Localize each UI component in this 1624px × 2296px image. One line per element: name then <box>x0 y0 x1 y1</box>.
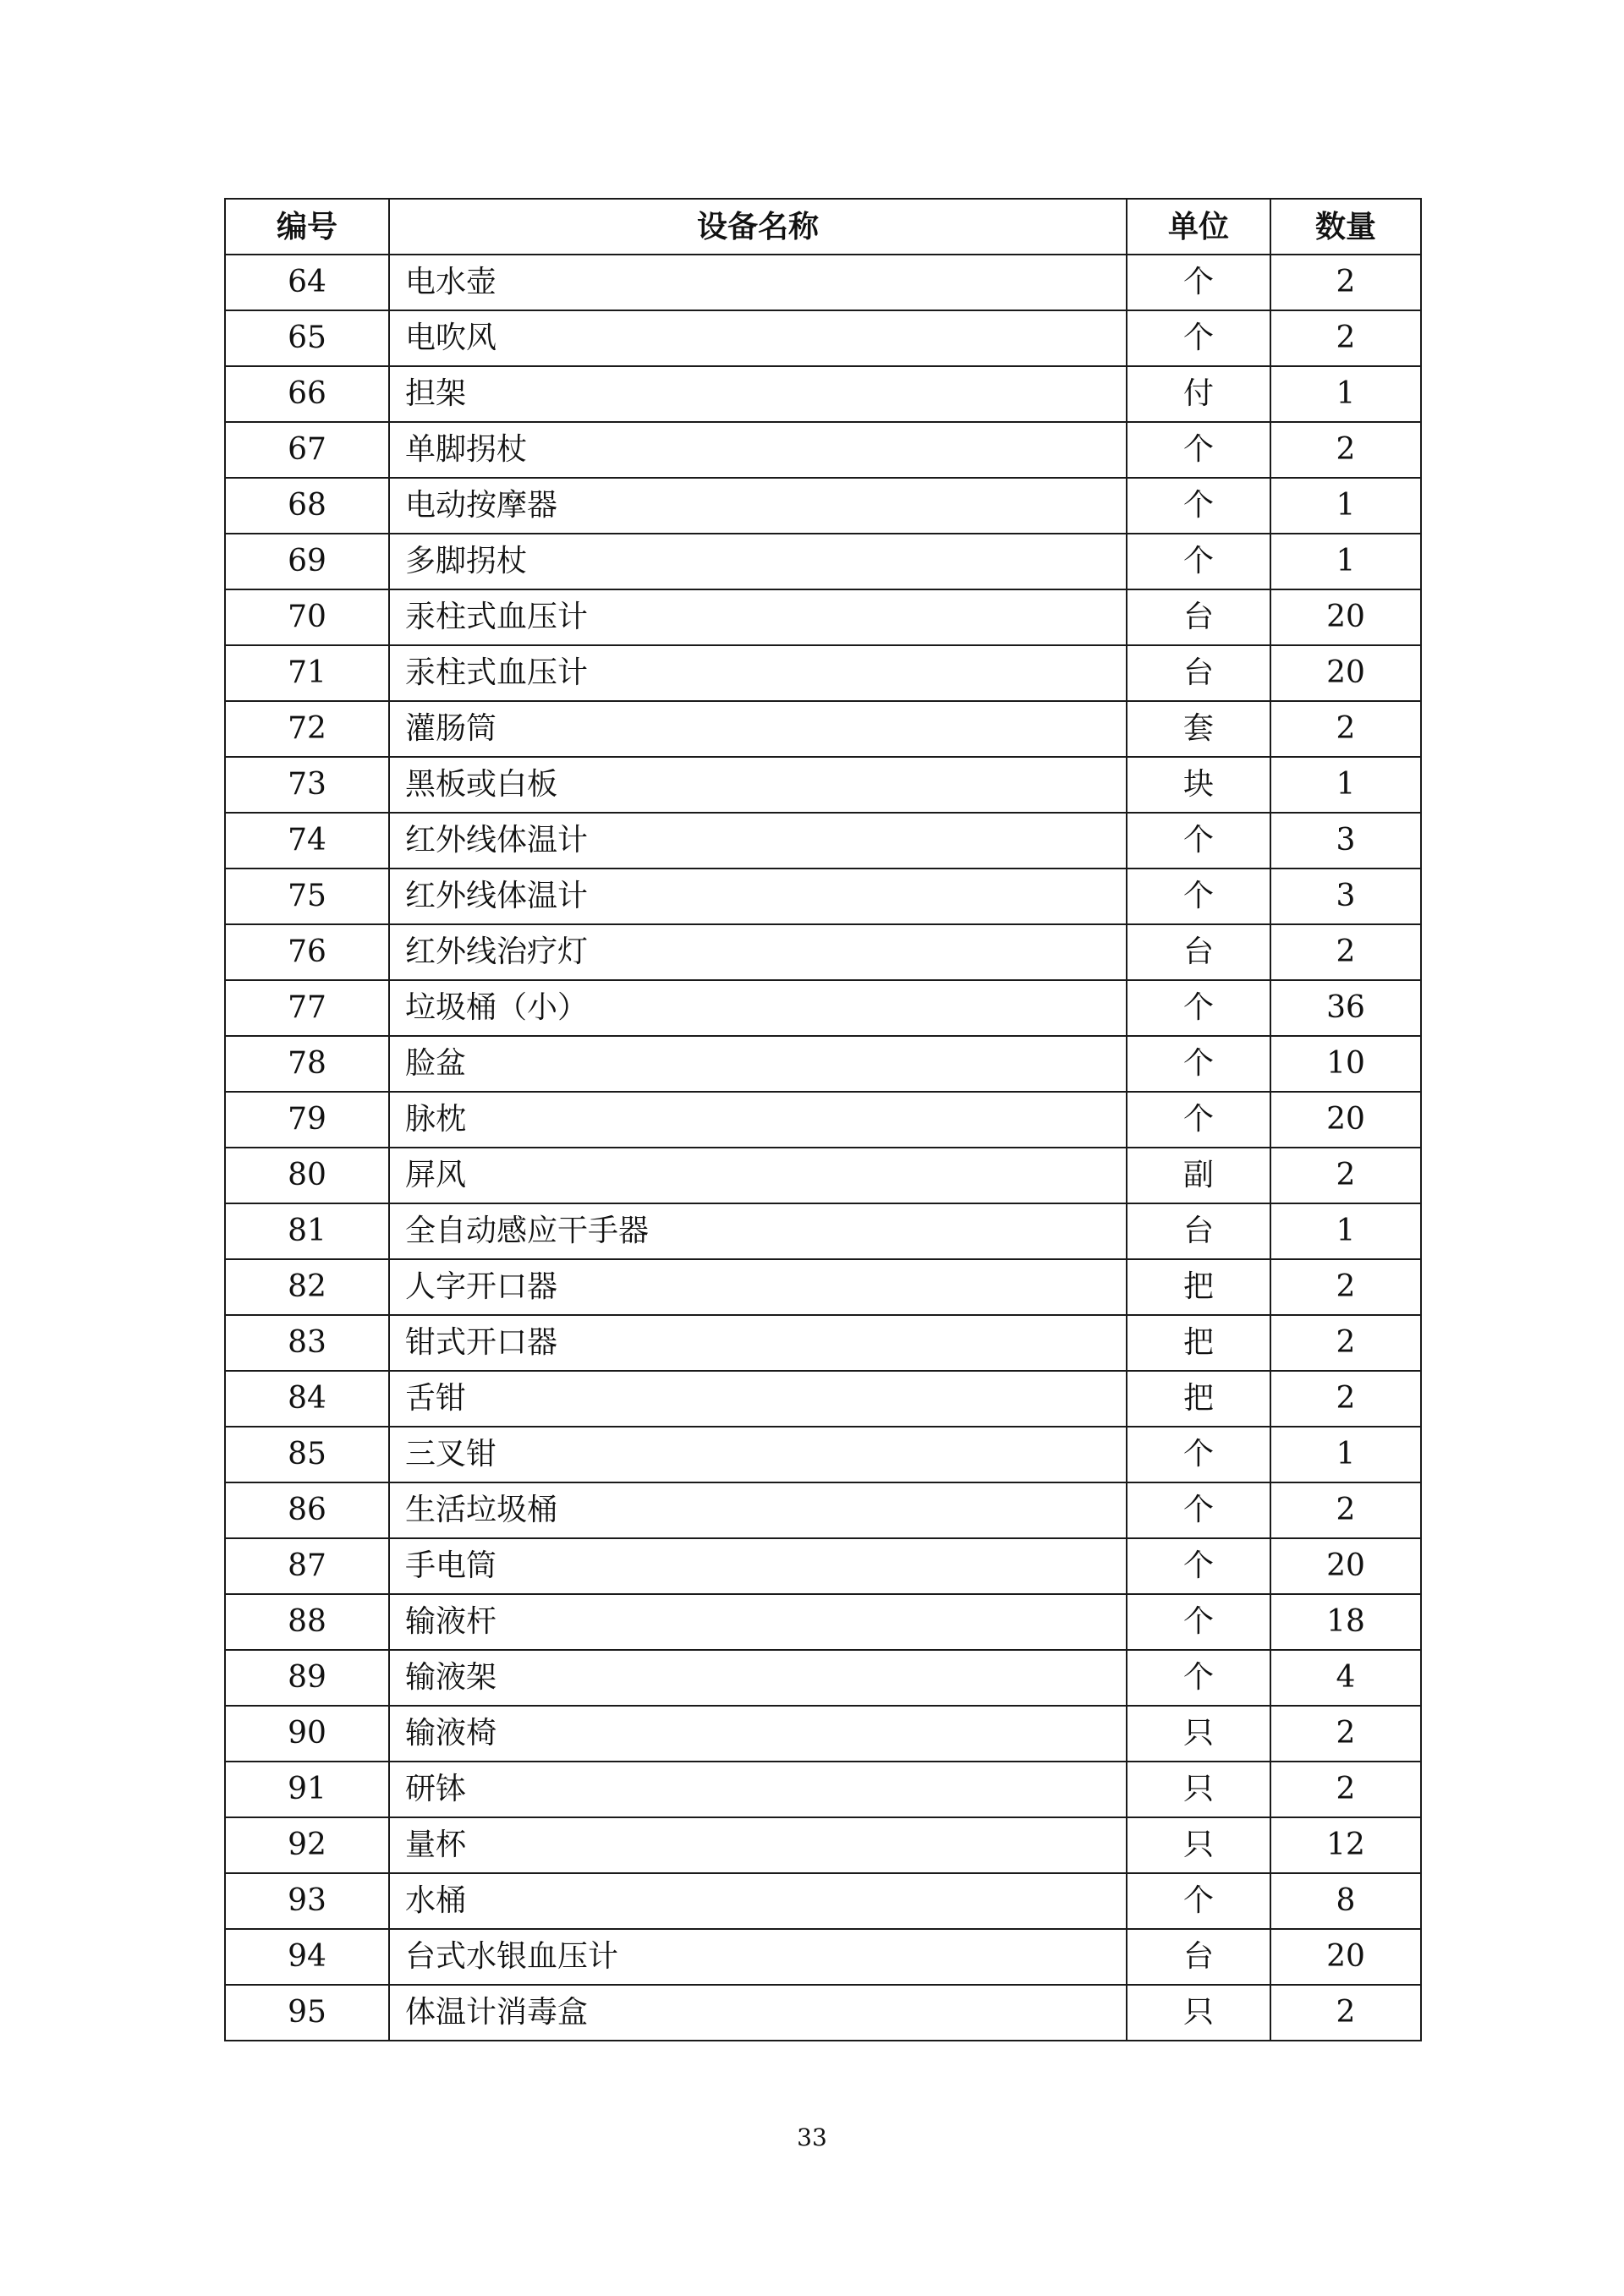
row-equipment-name: 担架 <box>389 366 1127 422</box>
table-row <box>225 255 1421 310</box>
page-number: 33 <box>797 2123 827 2151</box>
row-unit: 只 <box>1127 1762 1270 1817</box>
row-unit: 个 <box>1127 478 1270 534</box>
row-number: 64 <box>225 255 389 310</box>
table-row <box>225 1315 1421 1371</box>
row-quantity: 8 <box>1270 1873 1421 1929</box>
row-unit: 副 <box>1127 1148 1270 1203</box>
table-row <box>225 980 1421 1036</box>
row-quantity: 2 <box>1270 1259 1421 1315</box>
table-row <box>225 813 1421 869</box>
row-equipment-name: 水桶 <box>389 1873 1127 1929</box>
row-number: 65 <box>225 310 389 366</box>
table-row <box>225 1538 1421 1594</box>
row-equipment-name: 红外线体温计 <box>389 869 1127 924</box>
row-quantity: 2 <box>1270 701 1421 757</box>
row-equipment-name: 红外线治疗灯 <box>389 924 1127 980</box>
header-row <box>225 199 1421 255</box>
row-quantity: 2 <box>1270 422 1421 478</box>
row-unit: 个 <box>1127 1482 1270 1538</box>
row-unit: 台 <box>1127 589 1270 645</box>
row-number: 80 <box>225 1148 389 1203</box>
row-quantity: 4 <box>1270 1650 1421 1706</box>
row-quantity: 20 <box>1270 1929 1421 1985</box>
row-equipment-name: 电动按摩器 <box>389 478 1127 534</box>
row-equipment-name: 垃圾桶（小） <box>389 980 1127 1036</box>
row-quantity: 2 <box>1270 1482 1421 1538</box>
row-quantity: 2 <box>1270 1371 1421 1427</box>
table-row <box>225 1985 1421 2041</box>
table-row <box>225 645 1421 701</box>
equipment-table <box>224 198 1422 2041</box>
row-unit: 个 <box>1127 534 1270 589</box>
row-quantity: 3 <box>1270 813 1421 869</box>
table-row <box>225 1929 1421 1985</box>
row-equipment-name: 全自动感应干手器 <box>389 1203 1127 1259</box>
table-row <box>225 1371 1421 1427</box>
row-quantity: 2 <box>1270 310 1421 366</box>
row-number: 90 <box>225 1706 389 1762</box>
row-equipment-name: 汞柱式血压计 <box>389 589 1127 645</box>
row-quantity: 2 <box>1270 1148 1421 1203</box>
row-unit: 台 <box>1127 1203 1270 1259</box>
header-unit: 单位 <box>1127 199 1270 255</box>
row-unit: 只 <box>1127 1817 1270 1873</box>
table-row <box>225 1482 1421 1538</box>
row-unit: 把 <box>1127 1371 1270 1427</box>
table-row <box>225 1762 1421 1817</box>
row-number: 67 <box>225 422 389 478</box>
table-row <box>225 1259 1421 1315</box>
row-unit: 个 <box>1127 1650 1270 1706</box>
table-row <box>225 1817 1421 1873</box>
row-number: 72 <box>225 701 389 757</box>
row-number: 71 <box>225 645 389 701</box>
row-equipment-name: 单脚拐杖 <box>389 422 1127 478</box>
row-unit: 个 <box>1127 1594 1270 1650</box>
row-unit: 个 <box>1127 1538 1270 1594</box>
row-quantity: 18 <box>1270 1594 1421 1650</box>
row-number: 87 <box>225 1538 389 1594</box>
row-quantity: 20 <box>1270 1538 1421 1594</box>
row-unit: 台 <box>1127 645 1270 701</box>
table-row <box>225 1203 1421 1259</box>
row-number: 66 <box>225 366 389 422</box>
table-row <box>225 534 1421 589</box>
row-number: 95 <box>225 1985 389 2041</box>
row-quantity: 1 <box>1270 757 1421 813</box>
row-number: 82 <box>225 1259 389 1315</box>
row-unit: 付 <box>1127 366 1270 422</box>
row-unit: 个 <box>1127 422 1270 478</box>
table-row <box>225 310 1421 366</box>
row-quantity: 1 <box>1270 478 1421 534</box>
row-number: 89 <box>225 1650 389 1706</box>
row-quantity: 10 <box>1270 1036 1421 1092</box>
row-equipment-name: 舌钳 <box>389 1371 1127 1427</box>
row-equipment-name: 脸盆 <box>389 1036 1127 1092</box>
row-quantity: 20 <box>1270 1092 1421 1148</box>
row-equipment-name: 电吹风 <box>389 310 1127 366</box>
row-quantity: 36 <box>1270 980 1421 1036</box>
table-row <box>225 366 1421 422</box>
table-row <box>225 1036 1421 1092</box>
row-unit: 个 <box>1127 255 1270 310</box>
row-unit: 块 <box>1127 757 1270 813</box>
table-row <box>225 589 1421 645</box>
row-quantity: 1 <box>1270 1427 1421 1482</box>
table-header <box>225 199 1421 255</box>
row-quantity: 2 <box>1270 255 1421 310</box>
row-number: 70 <box>225 589 389 645</box>
table-row <box>225 1148 1421 1203</box>
header-number: 编号 <box>225 199 389 255</box>
row-number: 73 <box>225 757 389 813</box>
row-quantity: 20 <box>1270 589 1421 645</box>
row-equipment-name: 多脚拐杖 <box>389 534 1127 589</box>
row-number: 94 <box>225 1929 389 1985</box>
row-unit: 个 <box>1127 869 1270 924</box>
table-row <box>225 1092 1421 1148</box>
row-number: 91 <box>225 1762 389 1817</box>
table-row <box>225 1427 1421 1482</box>
row-equipment-name: 屏风 <box>389 1148 1127 1203</box>
row-unit: 把 <box>1127 1315 1270 1371</box>
row-quantity: 20 <box>1270 645 1421 701</box>
table-row <box>225 924 1421 980</box>
table-body <box>225 255 1421 2041</box>
row-unit: 个 <box>1127 1427 1270 1482</box>
table-row <box>225 422 1421 478</box>
row-quantity: 2 <box>1270 1985 1421 2041</box>
row-unit: 个 <box>1127 1092 1270 1148</box>
row-equipment-name: 输液架 <box>389 1650 1127 1706</box>
row-unit: 个 <box>1127 1036 1270 1092</box>
row-number: 77 <box>225 980 389 1036</box>
row-number: 76 <box>225 924 389 980</box>
row-quantity: 12 <box>1270 1817 1421 1873</box>
table-row <box>225 1873 1421 1929</box>
row-unit: 只 <box>1127 1985 1270 2041</box>
row-quantity: 2 <box>1270 1706 1421 1762</box>
row-quantity: 1 <box>1270 1203 1421 1259</box>
row-number: 93 <box>225 1873 389 1929</box>
table-row <box>225 1706 1421 1762</box>
row-equipment-name: 灌肠筒 <box>389 701 1127 757</box>
row-equipment-name: 台式水银血压计 <box>389 1929 1127 1985</box>
row-number: 85 <box>225 1427 389 1482</box>
row-equipment-name: 手电筒 <box>389 1538 1127 1594</box>
table-row <box>225 1594 1421 1650</box>
row-equipment-name: 脉枕 <box>389 1092 1127 1148</box>
row-equipment-name: 黑板或白板 <box>389 757 1127 813</box>
row-unit: 个 <box>1127 1873 1270 1929</box>
table-row <box>225 757 1421 813</box>
row-unit: 把 <box>1127 1259 1270 1315</box>
row-quantity: 3 <box>1270 869 1421 924</box>
row-number: 74 <box>225 813 389 869</box>
row-number: 69 <box>225 534 389 589</box>
row-quantity: 1 <box>1270 534 1421 589</box>
row-unit: 台 <box>1127 924 1270 980</box>
row-number: 81 <box>225 1203 389 1259</box>
row-equipment-name: 量杯 <box>389 1817 1127 1873</box>
row-number: 68 <box>225 478 389 534</box>
row-equipment-name: 钳式开口器 <box>389 1315 1127 1371</box>
row-equipment-name: 红外线体温计 <box>389 813 1127 869</box>
row-unit: 只 <box>1127 1706 1270 1762</box>
row-unit: 个 <box>1127 310 1270 366</box>
header-quantity: 数量 <box>1270 199 1421 255</box>
row-equipment-name: 人字开口器 <box>389 1259 1127 1315</box>
row-number: 78 <box>225 1036 389 1092</box>
table-row <box>225 869 1421 924</box>
row-equipment-name: 输液杆 <box>389 1594 1127 1650</box>
row-number: 88 <box>225 1594 389 1650</box>
header-equipment-name: 设备名称 <box>389 199 1127 255</box>
row-number: 84 <box>225 1371 389 1427</box>
row-equipment-name: 生活垃圾桶 <box>389 1482 1127 1538</box>
row-number: 86 <box>225 1482 389 1538</box>
row-unit: 个 <box>1127 813 1270 869</box>
row-number: 92 <box>225 1817 389 1873</box>
row-equipment-name: 电水壶 <box>389 255 1127 310</box>
row-number: 83 <box>225 1315 389 1371</box>
row-equipment-name: 输液椅 <box>389 1706 1127 1762</box>
row-equipment-name: 体温计消毒盒 <box>389 1985 1127 2041</box>
table-row <box>225 478 1421 534</box>
row-quantity: 1 <box>1270 366 1421 422</box>
row-number: 75 <box>225 869 389 924</box>
row-quantity: 2 <box>1270 1315 1421 1371</box>
row-equipment-name: 研钵 <box>389 1762 1127 1817</box>
row-quantity: 2 <box>1270 1762 1421 1817</box>
row-unit: 个 <box>1127 980 1270 1036</box>
row-quantity: 2 <box>1270 924 1421 980</box>
table-row <box>225 701 1421 757</box>
row-equipment-name: 三叉钳 <box>389 1427 1127 1482</box>
row-number: 79 <box>225 1092 389 1148</box>
row-equipment-name: 汞柱式血压计 <box>389 645 1127 701</box>
row-unit: 套 <box>1127 701 1270 757</box>
table-row <box>225 1650 1421 1706</box>
row-unit: 台 <box>1127 1929 1270 1985</box>
